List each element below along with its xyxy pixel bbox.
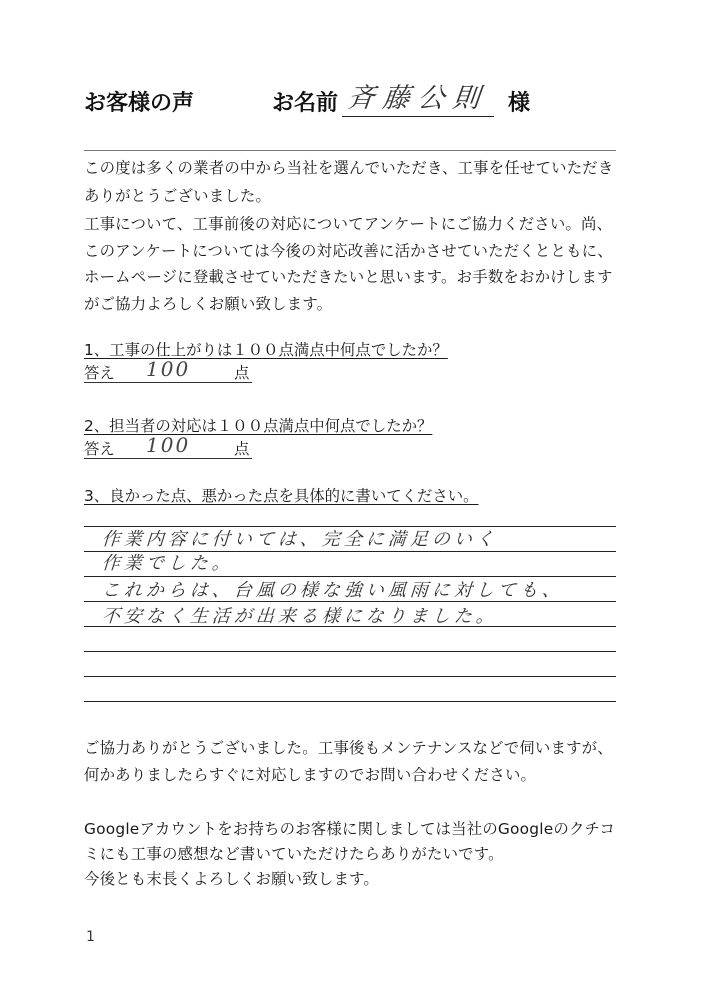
- answer-1-label: 答え: [84, 364, 115, 382]
- comment-rule: [84, 651, 616, 652]
- question-2: 2、担当者の対応は１００点満点中何点でしたか？: [84, 417, 433, 435]
- intro-paragraph-thanks: この度は多くの業者の中から当社を選んでいただき、工事を任せていただきありがとうございました。: [84, 159, 614, 205]
- page-title: お客様の声: [84, 91, 195, 116]
- answer-1-handwritten-score: 100: [146, 357, 191, 381]
- google-review-request: [84, 817, 624, 892]
- name-honorific: 様: [508, 91, 531, 116]
- answer-1-unit: 点: [234, 364, 250, 382]
- header-divider: [84, 150, 616, 151]
- answer-1-row: [84, 357, 252, 383]
- comment-handwritten-line: 不安なく生活が出来る様になりました。: [101, 606, 499, 627]
- name-underline: [342, 116, 494, 117]
- comment-handwritten-line: これからは、台風の様な強い風雨に対しても、: [101, 580, 565, 601]
- customer-name-handwritten: 斉藤公則: [346, 83, 490, 114]
- page-number: 1: [86, 929, 95, 945]
- google-review-text: Googleアカウントをお持ちのお客様に関しましては当社のGoogleのクチコミにも工事の感想など書いていただけたらありがたいです。: [84, 820, 616, 863]
- intro-paragraph-request: 工事について、工事前後の対応についてアンケートにご協力ください。尚、このアンケートについては今後の対応改善に活かさせていただくとともに、ホームページに登載させていただきたいと思います。お手数をおかけしますがご協力よろしくお願い致します。: [84, 215, 613, 313]
- comment-area: [84, 521, 616, 706]
- answer-1-underline: [84, 382, 252, 383]
- question-1: 1、工事の仕上がりは１００点満点中何点でしたか？: [84, 341, 448, 359]
- answer-2-underline: [84, 458, 252, 459]
- comment-handwritten-line: 作業内容に付いては、完全に満足のいく: [101, 529, 499, 550]
- comment-rule: [84, 676, 616, 677]
- answer-2-unit: 点: [234, 440, 250, 458]
- comment-rule: [84, 701, 616, 702]
- question-3: 3、良かった点、悪かった点を具体的に書いてください。: [84, 487, 479, 505]
- answer-2-row: [84, 433, 252, 459]
- answer-2-label: 答え: [84, 440, 115, 458]
- name-label: お名前: [272, 91, 339, 116]
- comment-handwritten-line: 作業でした。: [101, 553, 235, 574]
- answer-2-handwritten-score: 100: [146, 433, 191, 457]
- closing-paragraph: ご協力ありがとうございました。工事後もメンテナンスなどで伺いますが、何かありましたらすぐに対応しますのでお問い合わせください。: [84, 739, 613, 784]
- closing-regards: 今後とも末長くよろしくお願い致します。: [84, 870, 379, 888]
